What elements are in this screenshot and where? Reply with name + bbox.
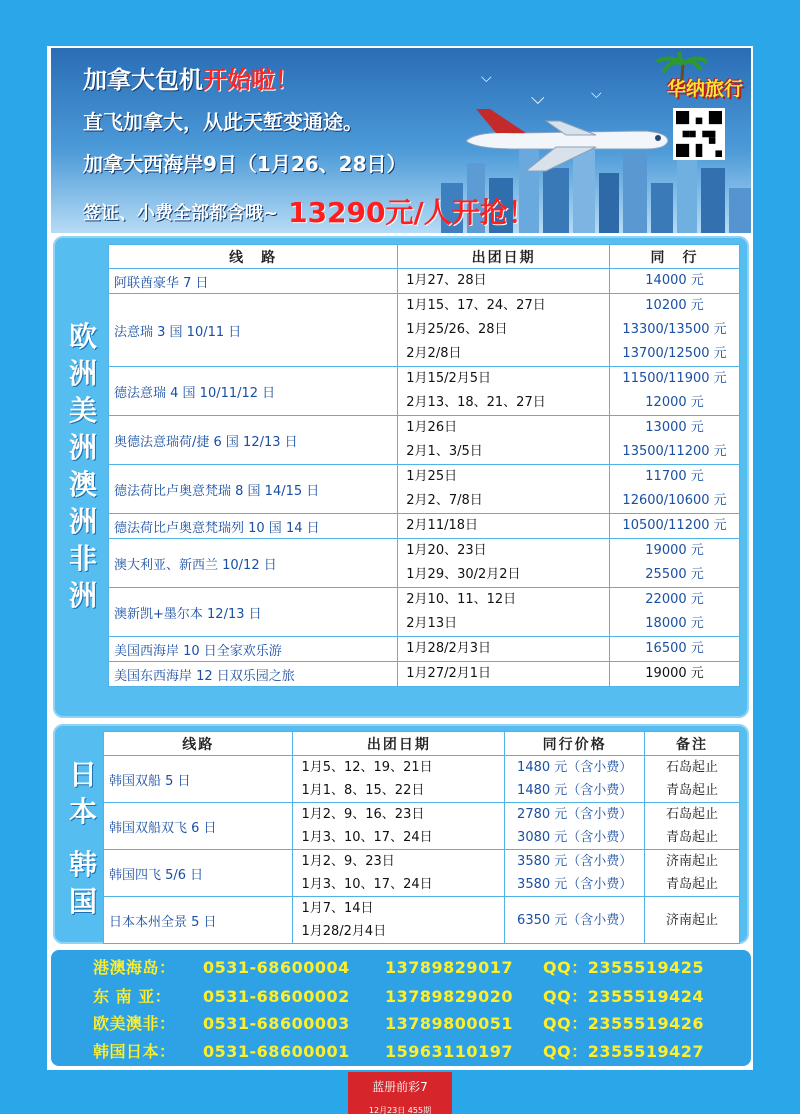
seagull-icon: ⌵: [591, 86, 602, 102]
contact-mobile[interactable]: 13789829017: [385, 958, 513, 977]
trade-price: 2780 元（含小费）: [517, 807, 633, 822]
route-name: 澳大利亚、新西兰 10/12 日: [109, 539, 398, 588]
trade-price: 14000 元: [645, 273, 704, 288]
table-row[interactable]: [104, 850, 740, 897]
departure-city-note: 石岛起止: [666, 760, 719, 775]
departure-date: 1月15、17、24、27日: [406, 298, 546, 313]
contact-region: 东 南 亚：: [93, 987, 172, 1006]
departure-date: 2月2、7/8日: [406, 493, 483, 508]
trade-price: 3580 元（含小费）: [517, 877, 633, 892]
trade-price: 25500 元: [645, 567, 704, 582]
table-row[interactable]: [109, 465, 740, 514]
contact-qq[interactable]: QQ：2355519424: [543, 987, 705, 1006]
departure-date: 2月1、3/5日: [406, 444, 483, 459]
trade-price: 13700/12500 元: [622, 346, 727, 361]
seagull-icon: ⌵: [481, 70, 492, 86]
departure-date: 1月2、9、23日: [301, 854, 395, 869]
table-row[interactable]: [109, 294, 740, 367]
table-row[interactable]: [109, 588, 740, 637]
departure-date: 1月20、23日: [406, 543, 487, 558]
trade-price: 19000 元: [645, 666, 704, 681]
banner-offer: 签证、小费全部都含哦~ 13290元/人开抢！: [83, 196, 536, 229]
contact-region: 韩国日本：: [93, 1042, 176, 1061]
contact-bar: [51, 950, 751, 1066]
departure-date: 1月5、12、19、21日: [301, 760, 433, 775]
departure-city-note: 青岛起止: [666, 877, 719, 892]
page-tag-issue: 12月23日 455期: [368, 1106, 432, 1114]
trade-price: 19000 元: [645, 543, 704, 558]
contact-phone[interactable]: 0531-68600001: [203, 1042, 350, 1061]
qr-code[interactable]: [673, 108, 725, 160]
contact-phone[interactable]: 0531-68600002: [203, 987, 350, 1006]
route-name: 韩国双船双飞 6 日: [104, 803, 293, 850]
seagull-icon: ⌵: [531, 88, 545, 109]
route-name: 德法荷比卢奥意梵瑞 8 国 14/15 日: [109, 465, 398, 514]
trade-price: 1480 元（含小费）: [517, 760, 633, 775]
departure-date: 1月2、9、16、23日: [301, 807, 425, 822]
trade-price: 12000 元: [645, 395, 704, 410]
departure-date: 1月7、14日: [301, 901, 374, 916]
contact-region: 欧美澳非：: [93, 1014, 176, 1033]
table-row[interactable]: [104, 756, 740, 803]
departure-date: 2月13日: [406, 616, 458, 631]
trade-price: 6350 元（含小费）: [517, 912, 633, 928]
table-header-row: [109, 245, 740, 269]
promo-banner: [51, 48, 751, 233]
banner-price: 13290元/人开抢！: [288, 196, 536, 229]
contact-mobile[interactable]: 13789800051: [385, 1014, 513, 1033]
table-row[interactable]: [104, 897, 740, 944]
departure-date: 1月28/2月3日: [406, 641, 492, 656]
route-name: 德法意瑞 4 国 10/11/12 日: [109, 367, 398, 416]
departure-date: 1月3、10、17、24日: [301, 830, 433, 845]
trade-price: 10200 元: [645, 298, 704, 313]
brand-logo: 华纳旅行: [666, 78, 743, 100]
japan-korea-table: [103, 731, 740, 944]
contact-qq[interactable]: QQ：2355519426: [543, 1014, 705, 1033]
departure-date: 2月13、18、21、27日: [406, 395, 546, 410]
route-name: 韩国四飞 5/6 日: [104, 850, 293, 897]
departure-city-note: 青岛起止: [666, 783, 719, 798]
route-name: 奥德法意瑞荷/捷 6 国 12/13 日: [109, 416, 398, 465]
departure-date: 1月15/2月5日: [406, 371, 492, 386]
departure-date: 1月25日: [406, 469, 458, 484]
departure-date: 1月29、30/2月2日: [406, 567, 521, 582]
column-header-price: 同行价格: [505, 732, 645, 756]
departure-date: 2月2/8日: [406, 346, 462, 361]
departure-city-note: 济南起止: [666, 912, 719, 928]
trade-price: 16500 元: [645, 641, 704, 656]
route-name: 法意瑞 3 国 10/11 日: [109, 294, 398, 367]
departure-date: 1月3、10、17、24日: [301, 877, 433, 892]
departure-city-note: 济南起止: [666, 854, 719, 869]
trade-price: 13000 元: [645, 420, 704, 435]
table-row[interactable]: [104, 803, 740, 850]
trade-price: 3580 元（含小费）: [517, 854, 633, 869]
table-row[interactable]: [109, 662, 740, 687]
trade-price: 11500/11900 元: [622, 371, 727, 386]
banner-tagline: 直飞加拿大，从此天堑变通途。: [83, 110, 363, 134]
trade-price: 13300/13500 元: [622, 322, 727, 337]
departure-date: 1月27、28日: [406, 273, 487, 288]
route-name: 日本本州全景 5 日: [104, 897, 293, 944]
column-header-route: 线 路: [109, 245, 398, 269]
airplane-image: [456, 103, 676, 173]
contact-mobile[interactable]: 13789829020: [385, 987, 513, 1006]
departure-city-note: 石岛起止: [666, 807, 719, 822]
trade-price: 22000 元: [645, 592, 704, 607]
table-row[interactable]: [109, 269, 740, 294]
departure-city-note: 青岛起止: [666, 830, 719, 845]
table-row[interactable]: [109, 416, 740, 465]
contact-mobile[interactable]: 15963110197: [385, 1042, 513, 1061]
banner-route: 加拿大西海岸9日（1月26、28日）: [83, 152, 407, 176]
table-row[interactable]: [109, 539, 740, 588]
column-header-dates: 出团日期: [398, 245, 610, 269]
departure-date: 2月11/18日: [406, 518, 479, 533]
long-haul-table: [108, 244, 740, 687]
departure-date: 2月10、11、12日: [406, 592, 517, 607]
region-label-long-haul: 欧 洲 美 洲 澳 洲 非 洲: [68, 320, 97, 612]
route-name: 美国东西海岸 12 日双乐园之旅: [109, 662, 398, 687]
route-name: 阿联酋豪华 7 日: [109, 269, 398, 294]
route-name: 澳新凯+墨尔本 12/13 日: [109, 588, 398, 637]
route-name: 韩国双船 5 日: [104, 756, 293, 803]
contact-region: 港澳海岛：: [93, 958, 176, 977]
departure-date: 1月25/26、28日: [406, 322, 508, 337]
trade-price: 13500/11200 元: [622, 444, 727, 459]
table-row[interactable]: [109, 637, 740, 662]
route-name: 美国西海岸 10 日全家欢乐游: [109, 637, 398, 662]
column-header-dates: 出团日期: [293, 732, 505, 756]
table-row[interactable]: [109, 514, 740, 539]
contact-phone[interactable]: 0531-68600004: [203, 958, 350, 977]
route-name: 德法荷比卢奥意梵瑞列 10 国 14 日: [109, 514, 398, 539]
departure-date: 1月27/2月1日: [406, 666, 492, 681]
table-header-row: [104, 732, 740, 756]
trade-price: 10500/11200 元: [622, 518, 727, 533]
contact-qq[interactable]: QQ：2355519427: [543, 1042, 705, 1061]
column-header-price: 同 行: [610, 245, 740, 269]
trade-price: 3080 元（含小费）: [517, 830, 633, 845]
trade-price: 12600/10600 元: [622, 493, 727, 508]
page-tag: [348, 1072, 452, 1114]
trade-price: 1480 元（含小费）: [517, 783, 633, 798]
table-row[interactable]: [109, 367, 740, 416]
column-header-route: 线路: [104, 732, 293, 756]
region-label-japan-korea: 日 本 韩 国: [68, 758, 97, 918]
contact-phone[interactable]: 0531-68600003: [203, 1014, 350, 1033]
trade-price: 11700 元: [645, 469, 704, 484]
departure-date: 1月1、8、15、22日: [301, 783, 425, 798]
departure-date: 1月26日: [406, 420, 458, 435]
contact-qq[interactable]: QQ：2355519425: [543, 958, 705, 977]
departure-date: 1月28/2月4日: [301, 924, 387, 939]
trade-price: 18000 元: [645, 616, 704, 631]
banner-headline: 加拿大包机开始啦！: [83, 66, 299, 94]
page-tag-label: 蓝册前彩7: [372, 1080, 428, 1094]
column-header-notes: 备注: [645, 732, 740, 756]
